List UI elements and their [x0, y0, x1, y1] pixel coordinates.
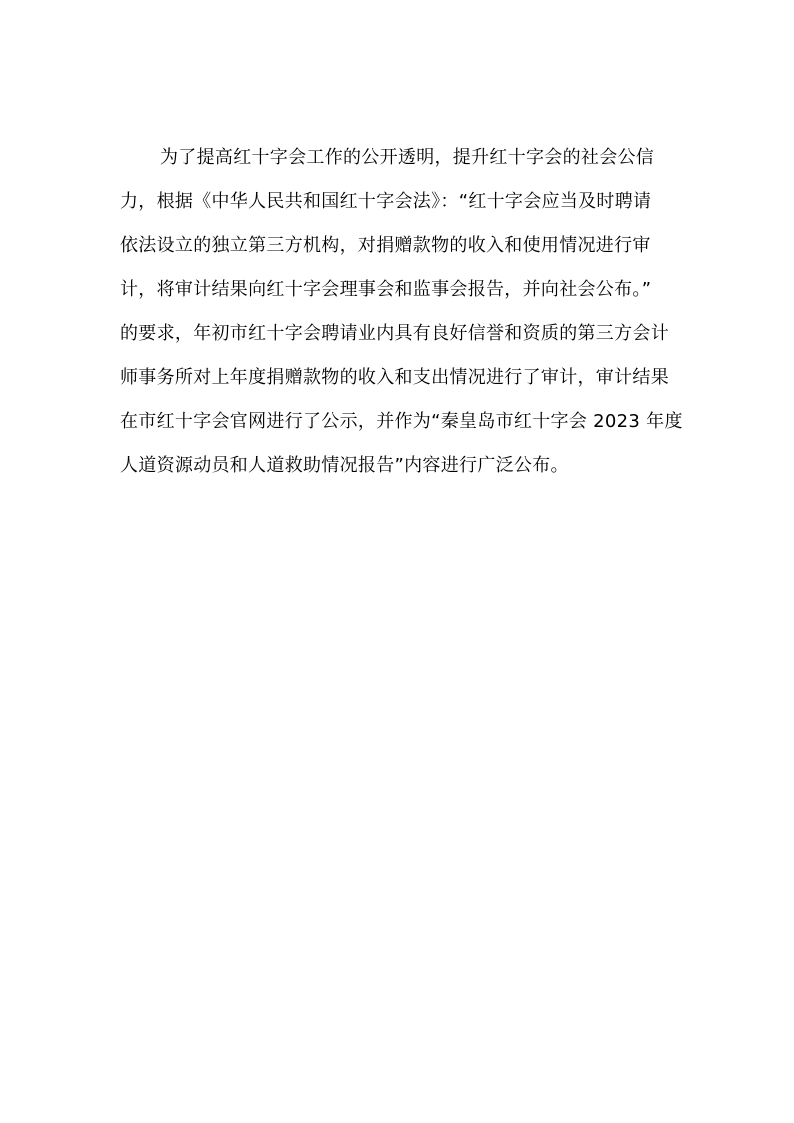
paragraph-line-5: 的要求，年初市红十字会聘请业内具有良好信誉和资质的第三方会计	[120, 323, 669, 344]
paragraph-line-3: 依法设立的独立第三方机构，对捐赠款物的收入和使用情况进行审	[120, 235, 651, 256]
paragraph-line-6: 师事务所对上年度捐赠款物的收入和支出情况进行了审计，审计结果	[120, 367, 669, 388]
paragraph-line-4: 计，将审计结果向红十字会理事会和监事会报告，并向社会公布。”	[120, 279, 652, 300]
paragraph-line-1: 为了提高红十字会工作的公开透明，提升红十字会的社会公信	[160, 147, 655, 168]
paragraph-line-7: 在市红十字会官网进行了公示，并作为“秦皇岛市红十字会 2023 年度	[120, 411, 683, 432]
paragraph-line-8: 人道资源动员和人道救助情况报告”内容进行广泛公布。	[120, 455, 569, 476]
paragraph-line-2: 力，根据《中华人民共和国红十字会法》：“红十字会应当及时聘请	[120, 191, 652, 212]
